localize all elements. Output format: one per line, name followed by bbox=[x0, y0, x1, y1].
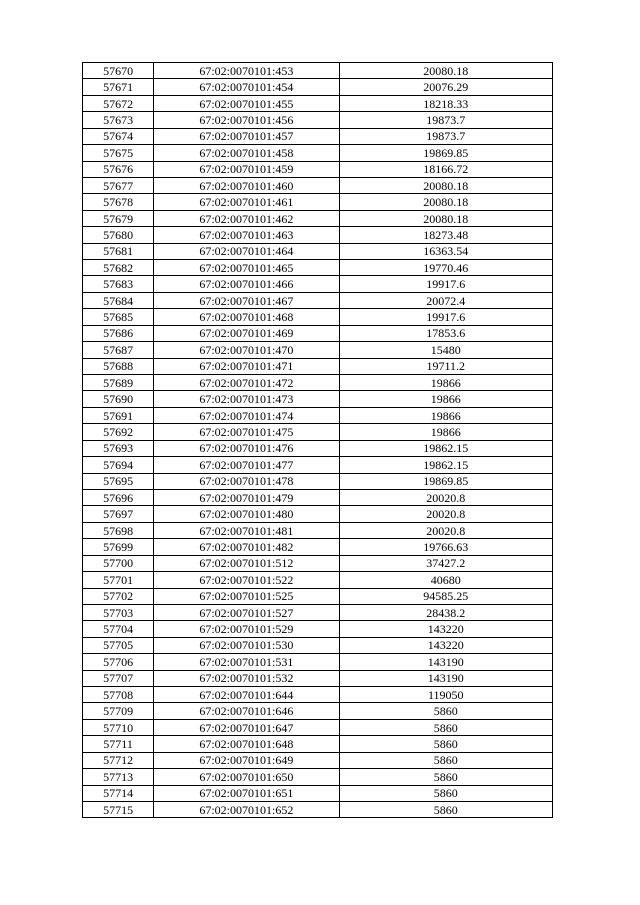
value-cell: 143220 bbox=[339, 621, 552, 637]
cadastral-number-cell: 67:02:0070101:457 bbox=[154, 128, 339, 144]
value-cell: 18166.72 bbox=[339, 161, 552, 177]
value-cell: 19862.15 bbox=[339, 457, 552, 473]
row-number-cell: 57683 bbox=[83, 276, 154, 292]
cadastral-number-cell: 67:02:0070101:649 bbox=[154, 752, 339, 768]
value-cell: 19873.7 bbox=[339, 128, 552, 144]
row-number-cell: 57697 bbox=[83, 506, 154, 522]
table-row bbox=[83, 539, 553, 555]
row-number-cell: 57693 bbox=[83, 440, 154, 456]
cadastral-number-cell: 67:02:0070101:465 bbox=[154, 260, 339, 276]
cadastral-number-cell: 67:02:0070101:530 bbox=[154, 637, 339, 653]
table-row bbox=[83, 769, 553, 785]
table-row bbox=[83, 194, 553, 210]
value-cell: 19711.2 bbox=[339, 358, 552, 374]
value-cell: 19866 bbox=[339, 407, 552, 423]
cadastral-number-cell: 67:02:0070101:652 bbox=[154, 801, 339, 817]
row-number-cell: 57706 bbox=[83, 654, 154, 670]
value-cell: 143220 bbox=[339, 637, 552, 653]
cadastral-number-cell: 67:02:0070101:475 bbox=[154, 424, 339, 440]
row-number-cell: 57696 bbox=[83, 489, 154, 505]
value-cell: 5860 bbox=[339, 752, 552, 768]
value-cell: 19917.6 bbox=[339, 276, 552, 292]
cadastral-number-cell: 67:02:0070101:466 bbox=[154, 276, 339, 292]
row-number-cell: 57676 bbox=[83, 161, 154, 177]
cadastral-number-cell: 67:02:0070101:477 bbox=[154, 457, 339, 473]
row-number-cell: 57712 bbox=[83, 752, 154, 768]
cadastral-number-cell: 67:02:0070101:454 bbox=[154, 79, 339, 95]
value-cell: 5860 bbox=[339, 785, 552, 801]
row-number-cell: 57702 bbox=[83, 588, 154, 604]
row-number-cell: 57709 bbox=[83, 703, 154, 719]
row-number-cell: 57694 bbox=[83, 457, 154, 473]
table-row bbox=[83, 276, 553, 292]
row-number-cell: 57684 bbox=[83, 292, 154, 308]
cadastral-number-cell: 67:02:0070101:472 bbox=[154, 375, 339, 391]
value-cell: 40680 bbox=[339, 572, 552, 588]
table-row bbox=[83, 473, 553, 489]
table-row bbox=[83, 309, 553, 325]
table-row bbox=[83, 424, 553, 440]
table-body bbox=[83, 63, 553, 818]
row-number-cell: 57672 bbox=[83, 95, 154, 111]
row-number-cell: 57678 bbox=[83, 194, 154, 210]
row-number-cell: 57685 bbox=[83, 309, 154, 325]
cadastral-number-cell: 67:02:0070101:476 bbox=[154, 440, 339, 456]
value-cell: 17853.6 bbox=[339, 325, 552, 341]
row-number-cell: 57695 bbox=[83, 473, 154, 489]
value-cell: 20080.18 bbox=[339, 210, 552, 226]
cadastral-number-cell: 67:02:0070101:646 bbox=[154, 703, 339, 719]
cadastral-number-cell: 67:02:0070101:473 bbox=[154, 391, 339, 407]
table-row bbox=[83, 177, 553, 193]
value-cell: 28438.2 bbox=[339, 604, 552, 620]
row-number-cell: 57705 bbox=[83, 637, 154, 653]
cadastral-number-cell: 67:02:0070101:453 bbox=[154, 63, 339, 79]
table-row bbox=[83, 555, 553, 571]
value-cell: 20080.18 bbox=[339, 177, 552, 193]
value-cell: 5860 bbox=[339, 703, 552, 719]
row-number-cell: 57714 bbox=[83, 785, 154, 801]
cadastral-number-cell: 67:02:0070101:459 bbox=[154, 161, 339, 177]
row-number-cell: 57671 bbox=[83, 79, 154, 95]
value-cell: 143190 bbox=[339, 670, 552, 686]
table-row bbox=[83, 719, 553, 735]
row-number-cell: 57675 bbox=[83, 145, 154, 161]
table-row bbox=[83, 572, 553, 588]
cadastral-number-cell: 67:02:0070101:480 bbox=[154, 506, 339, 522]
row-number-cell: 57703 bbox=[83, 604, 154, 620]
value-cell: 19869.85 bbox=[339, 145, 552, 161]
row-number-cell: 57708 bbox=[83, 687, 154, 703]
row-number-cell: 57707 bbox=[83, 670, 154, 686]
row-number-cell: 57698 bbox=[83, 522, 154, 538]
table-row bbox=[83, 506, 553, 522]
table-row bbox=[83, 670, 553, 686]
table-row bbox=[83, 391, 553, 407]
row-number-cell: 57687 bbox=[83, 342, 154, 358]
value-cell: 94585.25 bbox=[339, 588, 552, 604]
cadastral-number-cell: 67:02:0070101:462 bbox=[154, 210, 339, 226]
table-row bbox=[83, 440, 553, 456]
cadastral-number-cell: 67:02:0070101:650 bbox=[154, 769, 339, 785]
cadastral-number-cell: 67:02:0070101:527 bbox=[154, 604, 339, 620]
value-cell: 20072.4 bbox=[339, 292, 552, 308]
table-row bbox=[83, 112, 553, 128]
cadastral-number-cell: 67:02:0070101:651 bbox=[154, 785, 339, 801]
cadastral-number-cell: 67:02:0070101:461 bbox=[154, 194, 339, 210]
row-number-cell: 57690 bbox=[83, 391, 154, 407]
cadastral-number-cell: 67:02:0070101:532 bbox=[154, 670, 339, 686]
value-cell: 5860 bbox=[339, 736, 552, 752]
row-number-cell: 57682 bbox=[83, 260, 154, 276]
table-row bbox=[83, 243, 553, 259]
cadastral-number-cell: 67:02:0070101:455 bbox=[154, 95, 339, 111]
value-cell: 19869.85 bbox=[339, 473, 552, 489]
row-number-cell: 57692 bbox=[83, 424, 154, 440]
value-cell: 20020.8 bbox=[339, 522, 552, 538]
table-row bbox=[83, 736, 553, 752]
table-row bbox=[83, 161, 553, 177]
value-cell: 15480 bbox=[339, 342, 552, 358]
value-cell: 20076.29 bbox=[339, 79, 552, 95]
cadastral-number-cell: 67:02:0070101:470 bbox=[154, 342, 339, 358]
value-cell: 5860 bbox=[339, 801, 552, 817]
cadastral-number-cell: 67:02:0070101:478 bbox=[154, 473, 339, 489]
row-number-cell: 57677 bbox=[83, 177, 154, 193]
table-row bbox=[83, 325, 553, 341]
cadastral-number-cell: 67:02:0070101:471 bbox=[154, 358, 339, 374]
table-row bbox=[83, 210, 553, 226]
cadastral-number-cell: 67:02:0070101:644 bbox=[154, 687, 339, 703]
table-row bbox=[83, 588, 553, 604]
cadastral-number-cell: 67:02:0070101:525 bbox=[154, 588, 339, 604]
table-row bbox=[83, 375, 553, 391]
value-cell: 19862.15 bbox=[339, 440, 552, 456]
row-number-cell: 57715 bbox=[83, 801, 154, 817]
value-cell: 119050 bbox=[339, 687, 552, 703]
cadastral-number-cell: 67:02:0070101:474 bbox=[154, 407, 339, 423]
table-row bbox=[83, 604, 553, 620]
row-number-cell: 57704 bbox=[83, 621, 154, 637]
table-row bbox=[83, 79, 553, 95]
value-cell: 18218.33 bbox=[339, 95, 552, 111]
row-number-cell: 57711 bbox=[83, 736, 154, 752]
table-row bbox=[83, 654, 553, 670]
table-row bbox=[83, 292, 553, 308]
row-number-cell: 57670 bbox=[83, 63, 154, 79]
row-number-cell: 57673 bbox=[83, 112, 154, 128]
cadastral-number-cell: 67:02:0070101:482 bbox=[154, 539, 339, 555]
value-cell: 20080.18 bbox=[339, 194, 552, 210]
table-row bbox=[83, 95, 553, 111]
table-row bbox=[83, 407, 553, 423]
row-number-cell: 57713 bbox=[83, 769, 154, 785]
cadastral-number-cell: 67:02:0070101:458 bbox=[154, 145, 339, 161]
table-row bbox=[83, 801, 553, 817]
cadastral-number-cell: 67:02:0070101:529 bbox=[154, 621, 339, 637]
table-row bbox=[83, 260, 553, 276]
table-row bbox=[83, 687, 553, 703]
cadastral-number-cell: 67:02:0070101:481 bbox=[154, 522, 339, 538]
cadastral-number-cell: 67:02:0070101:522 bbox=[154, 572, 339, 588]
cadastral-number-cell: 67:02:0070101:531 bbox=[154, 654, 339, 670]
row-number-cell: 57699 bbox=[83, 539, 154, 555]
value-cell: 5860 bbox=[339, 769, 552, 785]
value-cell: 19917.6 bbox=[339, 309, 552, 325]
value-cell: 19866 bbox=[339, 391, 552, 407]
cadastral-number-cell: 67:02:0070101:460 bbox=[154, 177, 339, 193]
table-row bbox=[83, 63, 553, 79]
table-row bbox=[83, 621, 553, 637]
table-row bbox=[83, 785, 553, 801]
cadastral-number-cell: 67:02:0070101:479 bbox=[154, 489, 339, 505]
cadastral-number-cell: 67:02:0070101:512 bbox=[154, 555, 339, 571]
cadastral-number-cell: 67:02:0070101:456 bbox=[154, 112, 339, 128]
table-row bbox=[83, 457, 553, 473]
table-row bbox=[83, 637, 553, 653]
table-row bbox=[83, 703, 553, 719]
table-row bbox=[83, 145, 553, 161]
cadastral-number-cell: 67:02:0070101:467 bbox=[154, 292, 339, 308]
value-cell: 20020.8 bbox=[339, 506, 552, 522]
value-cell: 19866 bbox=[339, 375, 552, 391]
value-cell: 5860 bbox=[339, 719, 552, 735]
table-row bbox=[83, 489, 553, 505]
cadastral-number-cell: 67:02:0070101:648 bbox=[154, 736, 339, 752]
data-table bbox=[82, 62, 553, 818]
row-number-cell: 57686 bbox=[83, 325, 154, 341]
table-row bbox=[83, 128, 553, 144]
value-cell: 20020.8 bbox=[339, 489, 552, 505]
cadastral-number-cell: 67:02:0070101:469 bbox=[154, 325, 339, 341]
value-cell: 19866 bbox=[339, 424, 552, 440]
table-row bbox=[83, 342, 553, 358]
value-cell: 143190 bbox=[339, 654, 552, 670]
value-cell: 19873.7 bbox=[339, 112, 552, 128]
value-cell: 37427.2 bbox=[339, 555, 552, 571]
row-number-cell: 57700 bbox=[83, 555, 154, 571]
row-number-cell: 57674 bbox=[83, 128, 154, 144]
row-number-cell: 57710 bbox=[83, 719, 154, 735]
cadastral-number-cell: 67:02:0070101:468 bbox=[154, 309, 339, 325]
table-row bbox=[83, 358, 553, 374]
row-number-cell: 57679 bbox=[83, 210, 154, 226]
row-number-cell: 57688 bbox=[83, 358, 154, 374]
row-number-cell: 57680 bbox=[83, 227, 154, 243]
table-row bbox=[83, 522, 553, 538]
cadastral-number-cell: 67:02:0070101:463 bbox=[154, 227, 339, 243]
value-cell: 19766.63 bbox=[339, 539, 552, 555]
row-number-cell: 57701 bbox=[83, 572, 154, 588]
value-cell: 20080.18 bbox=[339, 63, 552, 79]
value-cell: 18273.48 bbox=[339, 227, 552, 243]
row-number-cell: 57691 bbox=[83, 407, 154, 423]
value-cell: 16363.54 bbox=[339, 243, 552, 259]
cadastral-number-cell: 67:02:0070101:647 bbox=[154, 719, 339, 735]
cadastral-number-cell: 67:02:0070101:464 bbox=[154, 243, 339, 259]
row-number-cell: 57681 bbox=[83, 243, 154, 259]
table-row bbox=[83, 227, 553, 243]
row-number-cell: 57689 bbox=[83, 375, 154, 391]
table-row bbox=[83, 752, 553, 768]
value-cell: 19770.46 bbox=[339, 260, 552, 276]
